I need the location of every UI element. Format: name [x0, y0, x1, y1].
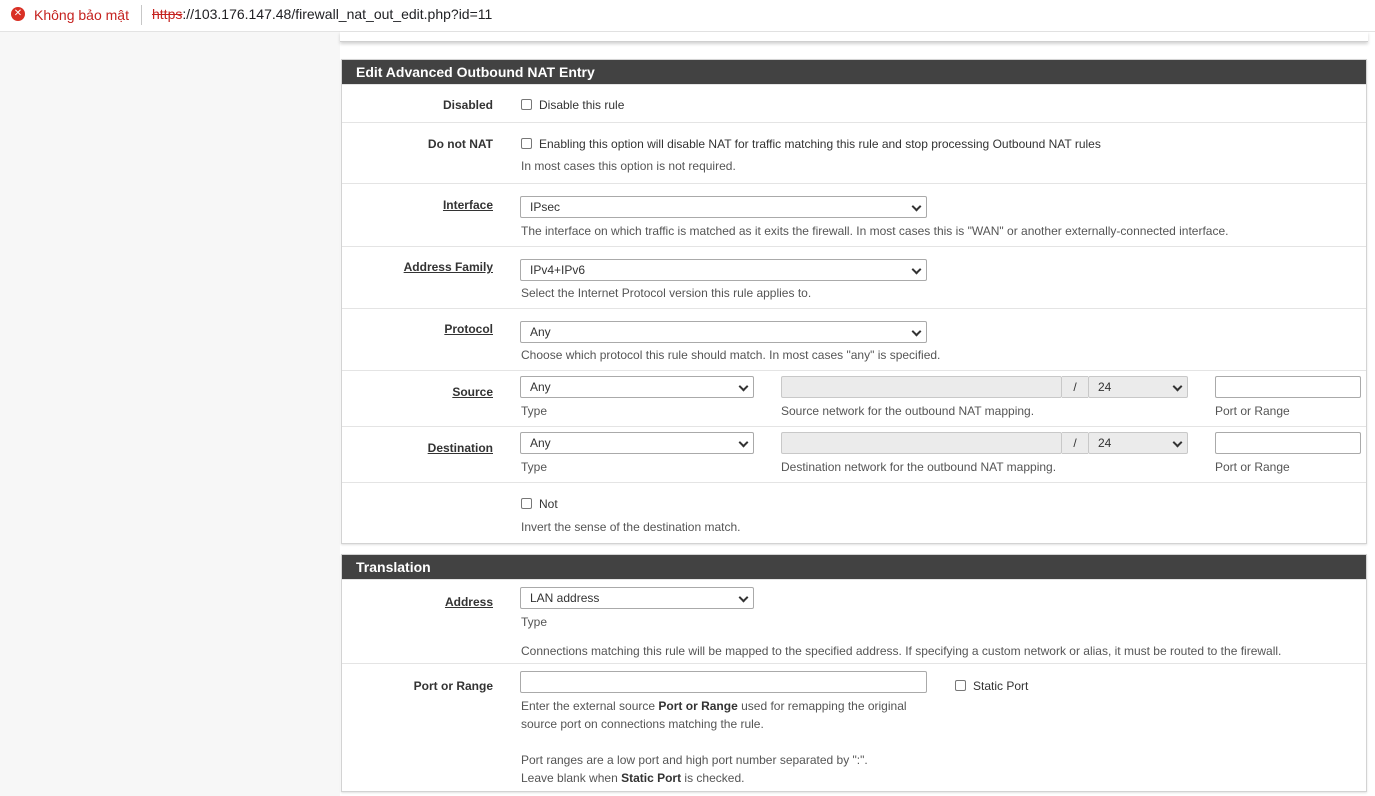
static-port-checkbox[interactable]	[955, 680, 966, 691]
chevron-down-icon	[739, 593, 749, 603]
row-do-not-nat	[342, 122, 1366, 183]
destination-label[interactable]: Destination	[427, 441, 493, 455]
translation-port-input[interactable]	[520, 671, 927, 693]
destination-network-input[interactable]	[781, 432, 1062, 454]
destination-port-input[interactable]	[1215, 432, 1361, 454]
not-checkbox[interactable]	[521, 498, 532, 509]
source-port-help: Port or Range	[1215, 404, 1290, 418]
do-not-nat-checkbox[interactable]	[521, 138, 532, 149]
destination-mask-value: 24	[1098, 436, 1112, 450]
row-translation-port	[342, 663, 1366, 791]
url-path: ://103.176.147.48/firewall_nat_out_edit.php?id=11	[182, 6, 493, 22]
translation-address-label[interactable]: Address	[444, 595, 493, 609]
help-1-post: used for remapping the original	[737, 699, 907, 713]
translation-panel	[341, 554, 1367, 792]
row-not	[342, 482, 1366, 543]
translation-port-help-3: Port ranges are a low port and high port number separated by ":".	[521, 753, 868, 767]
protocol-select[interactable]	[520, 321, 927, 343]
destination-network-help: Destination network for the outbound NAT mapping.	[781, 460, 1057, 474]
address-family-value: IPv4+IPv6	[530, 263, 586, 277]
chevron-down-icon	[912, 327, 922, 337]
page	[0, 32, 1375, 796]
row-destination	[342, 426, 1366, 482]
translation-port-help-4	[521, 771, 744, 785]
row-interface	[342, 183, 1366, 246]
disable-rule-checkbox[interactable]	[521, 99, 532, 110]
source-type-select[interactable]	[520, 376, 754, 398]
source-network-input[interactable]	[781, 376, 1062, 398]
url-text[interactable]	[152, 6, 492, 22]
chevron-down-icon	[1173, 438, 1183, 448]
chevron-down-icon	[739, 382, 749, 392]
interface-value: IPsec	[530, 200, 561, 214]
do-not-nat-checkbox-group[interactable]	[521, 137, 1101, 151]
translation-heading: Translation	[342, 555, 1366, 579]
do-not-nat-label: Do not NAT	[427, 137, 493, 151]
interface-label[interactable]: Interface	[442, 198, 493, 212]
destination-type-help: Type	[521, 460, 548, 474]
url-scheme: https	[152, 6, 183, 22]
help-1-bold: Port or Range	[658, 699, 738, 713]
static-port-checkbox-group[interactable]	[955, 679, 1028, 693]
security-label[interactable]: Không bảo mật	[34, 7, 129, 23]
disable-rule-text: Disable this rule	[539, 98, 625, 112]
protocol-value: Any	[530, 325, 551, 339]
address-family-label[interactable]: Address Family	[403, 260, 493, 274]
static-port-text: Static Port	[973, 679, 1029, 693]
address-divider	[141, 5, 142, 25]
not-secure-icon[interactable]: ✕	[11, 7, 25, 21]
not-help: Invert the sense of the destination match.	[521, 520, 741, 534]
destination-type-select[interactable]	[520, 432, 754, 454]
do-not-nat-text: Enabling this option will disable NAT for traffic matching this rule and stop processing Outbound NAT rules	[539, 137, 1101, 151]
translation-address-value: LAN address	[530, 591, 600, 605]
left-gutter	[0, 32, 340, 796]
row-address-family	[342, 246, 1366, 308]
source-network-help: Source network for the outbound NAT mapping.	[781, 404, 1035, 418]
destination-type-value: Any	[530, 436, 551, 450]
row-protocol	[342, 308, 1366, 370]
edit-outbound-nat-panel	[341, 59, 1367, 544]
source-type-value: Any	[530, 380, 551, 394]
interface-select[interactable]	[520, 196, 927, 218]
help-4-pre: Leave blank when	[521, 771, 622, 785]
address-family-select[interactable]	[520, 259, 927, 281]
chevron-down-icon	[912, 202, 922, 212]
source-type-help: Type	[521, 404, 548, 418]
disable-rule-checkbox-group[interactable]	[521, 98, 624, 112]
browser-address-bar	[0, 0, 1375, 32]
disabled-label: Disabled	[442, 98, 493, 112]
translation-port-label: Port or Range	[413, 679, 493, 693]
previous-panel-edge	[340, 32, 1368, 42]
row-disabled	[342, 84, 1366, 122]
panel-heading: Edit Advanced Outbound NAT Entry	[342, 60, 1366, 84]
destination-mask-select[interactable]	[1088, 432, 1188, 454]
not-checkbox-group[interactable]	[521, 497, 558, 511]
not-text: Not	[539, 497, 558, 511]
destination-slash: /	[1062, 432, 1088, 454]
chevron-down-icon	[739, 438, 749, 448]
row-source	[342, 370, 1366, 426]
do-not-nat-help: In most cases this option is not required.	[521, 159, 736, 173]
translation-address-help: Connections matching this rule will be mapped to the specified address. If specifying a custom network or alias, it must be routed to the firewall.	[521, 644, 1282, 658]
source-mask-select[interactable]	[1088, 376, 1188, 398]
translation-port-help-1	[521, 699, 907, 713]
source-label[interactable]: Source	[452, 385, 493, 399]
protocol-label[interactable]: Protocol	[444, 322, 493, 336]
chevron-down-icon	[912, 265, 922, 275]
translation-port-help-2: source port on connections matching the rule.	[521, 717, 764, 731]
help-1-pre: Enter the external source	[521, 699, 659, 713]
protocol-help: Choose which protocol this rule should match. In most cases "any" is specified.	[521, 348, 941, 362]
chevron-down-icon	[1173, 382, 1183, 392]
translation-address-select[interactable]	[520, 587, 754, 609]
source-port-input[interactable]	[1215, 376, 1361, 398]
source-slash: /	[1062, 376, 1088, 398]
translation-address-type-help: Type	[521, 615, 548, 629]
destination-port-help: Port or Range	[1215, 460, 1290, 474]
row-translation-address	[342, 579, 1366, 663]
source-mask-value: 24	[1098, 380, 1112, 394]
help-4-bold: Static Port	[621, 771, 682, 785]
help-4-post: is checked.	[681, 771, 745, 785]
interface-help: The interface on which traffic is matched as it exits the firewall. In most cases this is "WAN" or another externally-connected interface.	[521, 224, 1229, 238]
address-family-help: Select the Internet Protocol version this rule applies to.	[521, 286, 812, 300]
